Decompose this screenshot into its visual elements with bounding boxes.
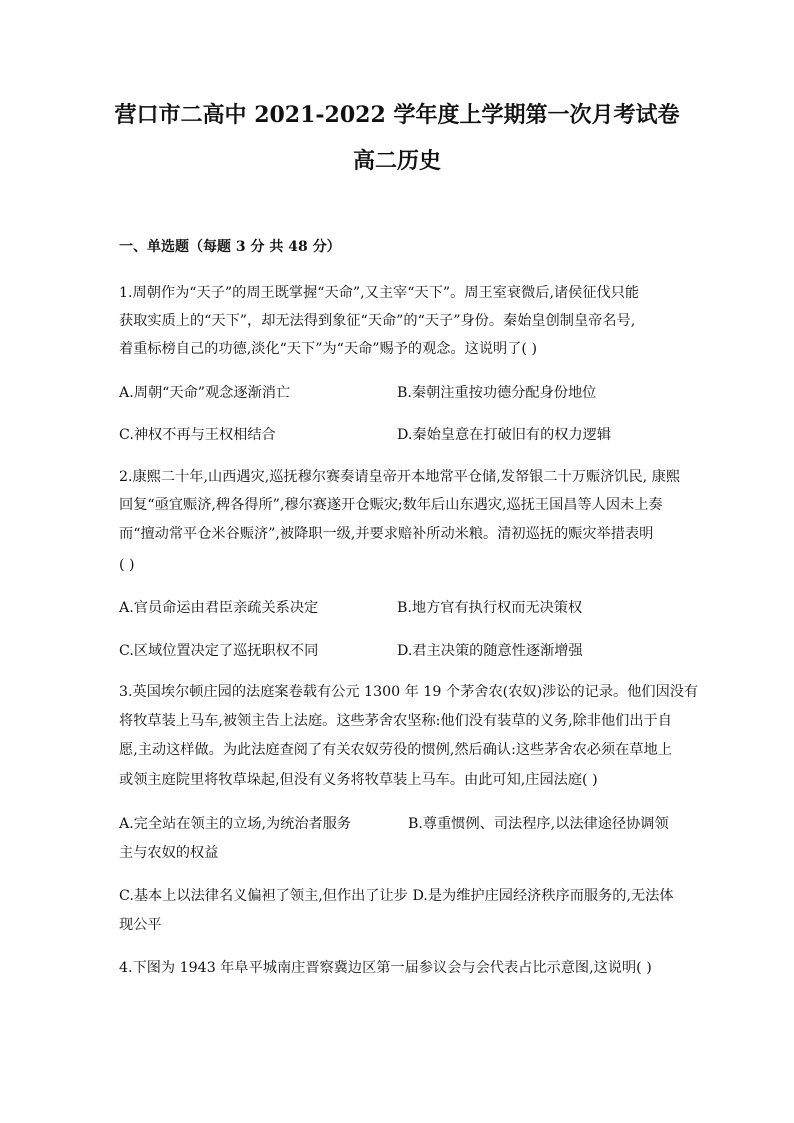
q1-line-1: 1.周朝作为“天子”的周王既掌握“天命”,又主宰“天下”。周王室衰微后,诸侯征伐只能 xyxy=(119,285,640,301)
q3-line-4: 或领主庭院里将牧草垛起,但没有义务将牧草装上马车。由此可知,庄园法庭( ) xyxy=(119,772,598,788)
q1-line-3: 着重标榜自己的功德,淡化“天下”为“天命”赐予的观念。这说明了( ) xyxy=(119,341,537,357)
q1-option-d: D.秦始皇意在打破旧有的权力逻辑 xyxy=(397,427,612,443)
exam-title: 营口市二高中 2021-2022 学年度上学期第一次月考试卷 xyxy=(114,102,680,128)
q3-line-3: 愿,主动这样做。为此法庭查阅了有关农奴劳役的惯例,然后确认:这些茅舍农必须在草地上 xyxy=(119,742,672,758)
q3-option-d-continued: 现公平 xyxy=(119,917,162,933)
q2-option-c: C.区域位置决定了巡抚职权不同 xyxy=(119,643,319,659)
q1-option-b: B.秦朝注重按功德分配身份地位 xyxy=(397,385,597,401)
q2-option-d: D.君主决策的随意性逐渐增强 xyxy=(397,643,583,659)
q1-option-a: A.周朝“天命”观念逐渐消亡 xyxy=(119,385,291,401)
q1-line-2: 获取实质上的“天下”，却无法得到象征“天命”的“天子”身份。秦始皇创制皇帝名号, xyxy=(119,313,636,329)
q3-option-b-continued: 主与农奴的权益 xyxy=(119,845,219,861)
q3-line-2: 将牧草装上马车,被领主告上法庭。这些茅舍农坚称:他们没有装草的义务,除非他们出于自 xyxy=(119,713,672,729)
exam-subject: 高二历史 xyxy=(352,148,441,174)
q3-option-b: B.尊重惯例、司法程序,以法律途径协调领 xyxy=(408,816,669,832)
q3-option-a: A.完全站在领主的立场,为统治者服务 xyxy=(119,816,352,832)
q2-option-b: B.地方官有执行权而无决策权 xyxy=(397,600,583,616)
q2-line-4: ( ) xyxy=(119,557,135,573)
section-heading: 一、单选题（每题 3 分 共 48 分） xyxy=(119,239,341,255)
q2-line-2: 回复“亟宜赈济,稗各得所”,穆尔赛遂开仓赈灾;数年后山东遇灾,巡抚王国昌等人因未上奏 xyxy=(119,497,663,513)
q3-option-c-d: C.基本上以法律名义偏袒了领主,但作出了让步 D.是为维护庄园经济秩序而服务的,无法体 xyxy=(119,888,674,904)
q2-line-1: 2.康熙二十年,山西遇灾,巡抚穆尔赛奏请皇帝开本地常平仓储,发帑银二十万赈济饥民, 康熙 xyxy=(119,469,681,485)
q2-line-3: 而“擅动常平仓米谷赈济”,被降职一级,并要求赔补所动米粮。清初巡抚的赈灾举措表明 xyxy=(119,526,654,542)
q4-line-1: 4.下图为 1943 年阜平城南庄晋察冀边区第一届参议会与会代表占比示意图,这说明( ) xyxy=(119,960,652,976)
q1-option-c: C.神权不再与王权相结合 xyxy=(119,427,276,443)
q2-option-a: A.官员命运由君臣亲疏关系决定 xyxy=(119,600,319,616)
q3-line-1: 3.英国埃尔顿庄园的法庭案卷载有公元 1300 年 19 个茅舍农(农奴)涉讼的记录。他们因没有 xyxy=(119,684,699,700)
